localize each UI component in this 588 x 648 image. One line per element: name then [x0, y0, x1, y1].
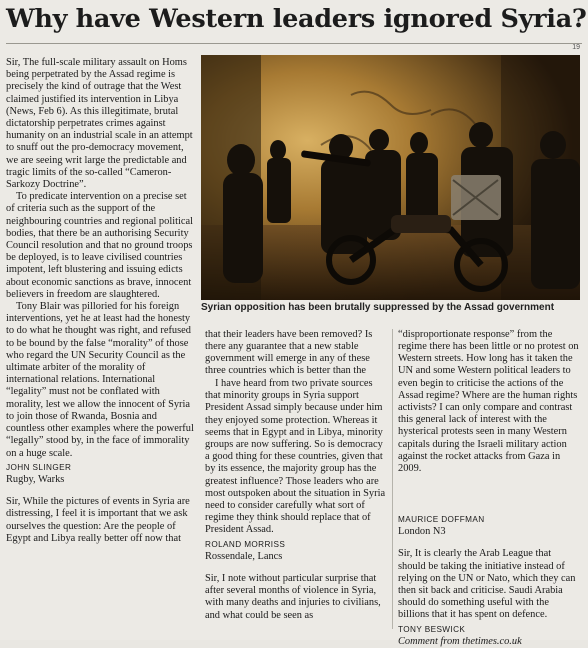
- headline-bar: [0, 0, 588, 46]
- letter1-paragraph: Sir, The full-scale military assault on Homs being perpetrated by the Assad regime is precisely the kind of outrage that the West claimed justified its intervention in Libya (News, Feb 6). As this illegitimate, brutal dictatorship perpetrates crimes against humanity on an industrial scale in an attempt to snuff out the pro-democracy movement, we are seeing writ large the predictable and tragic limits of the so-called “Cameron-Sarkozy Doctrine”.: [6, 57, 193, 191]
- letter3-place: London N3: [398, 526, 446, 538]
- letter1-place: Rugby, Warks: [6, 473, 65, 485]
- letter-column-1: [6, 57, 196, 544]
- footer-link-text: Comment from thetimes.co.uk: [398, 635, 522, 647]
- headline-rule: [6, 43, 582, 44]
- letter4-paragraph: Sir, It is clearly the Arab League that should be taking the initiative instead of relying on the UN or Nato, which they can then sit back and criticise. Saudi Arabia should do something useful with the billions that it has spent on defence.: [398, 548, 576, 621]
- letter-column-3: [398, 329, 580, 648]
- headline: Why have Western leaders ignored Syria?: [6, 4, 587, 34]
- letter2-paragraph-continued: that their leaders have been removed? Is there any guarantee that a new stable government will emerge in any of these three countries which is better than the: [205, 329, 373, 377]
- syria-street-photo: [201, 55, 580, 300]
- page-number: 19: [572, 44, 580, 51]
- letter2-paragraph: Sir, While the pictures of events in Syria are distressing, I feel it is important that we ask ourselves the question: Are the people of Egypt and Libya really better off now that: [6, 496, 190, 544]
- letter1-paragraph: Tony Blair was pilloried for his foreign interventions, yet he at least had the honesty to do what he thought was right, and refused to be bound by the false “morality” of those who regard the UN Security Council as the ultimate arbiter of the morality of international relations. International “legality” must not be conflated with morality, lest we allow the innocent of Syria to join those of Rwanda, Bosnia and countless other examples where the powerful “legally” stood by, in the face of immorality on a huge scale.: [6, 301, 194, 459]
- letter1-author: JOHN SLINGER: [6, 462, 72, 472]
- letter3-paragraph-continued: “disproportionate response” from the regime there has been little or no protest on Western streets. How long has it taken the UN and some Western political leaders to even begin to criticise the actions of the Assad regime? Where are the human rights activists? I can only compare and contrast this general lack of interest with the hysterical protests seen in many Western capitals during the Israeli military action against the rocket attacks from Gaza in 2009.: [398, 329, 579, 475]
- letter1-paragraph: To predicate intervention on a precise set of criteria such as the support of the neighbouring countries and regional political bodies, that there be an authorising Security Council resolution and that no ground troops be deployed, is to leave civilised countries impotent, left blustering and issuing edicts about economic sanctions as brave, innocent believers in freedom are slaughtered.: [6, 191, 193, 300]
- photo-caption: Syrian opposition has been brutally suppressed by the Assad government: [201, 302, 555, 313]
- column-divider: [392, 329, 393, 629]
- letter2-paragraph: I have heard from two private sources that minority groups in Syria support President Assad simply because under him they enjoyed some protection. Whereas it seems that in Egypt and in Libya, minority groups are now suffering. So is democracy a good thing for these countries, given that by its essence, the majority group has the greatest influence? Those leaders who are most outspoken about the situation in Syria need to consider carefully what sort of regime they think should replace that of President Assad.: [205, 378, 386, 536]
- letter2-author: ROLAND MORRISS: [205, 539, 286, 549]
- letter-column-2: [205, 329, 387, 622]
- letter2-place: Rossendale, Lancs: [205, 550, 283, 562]
- letter4-author: TONY BESWICK: [398, 624, 466, 634]
- letter3-author: MAURICE DOFFMAN: [398, 515, 485, 524]
- news-photo: [201, 55, 580, 300]
- letter3-paragraph: Sir, I note without particular surprise that after several months of violence in Syria, with many deaths and injuries to civilians, and what could be seen as: [205, 573, 381, 621]
